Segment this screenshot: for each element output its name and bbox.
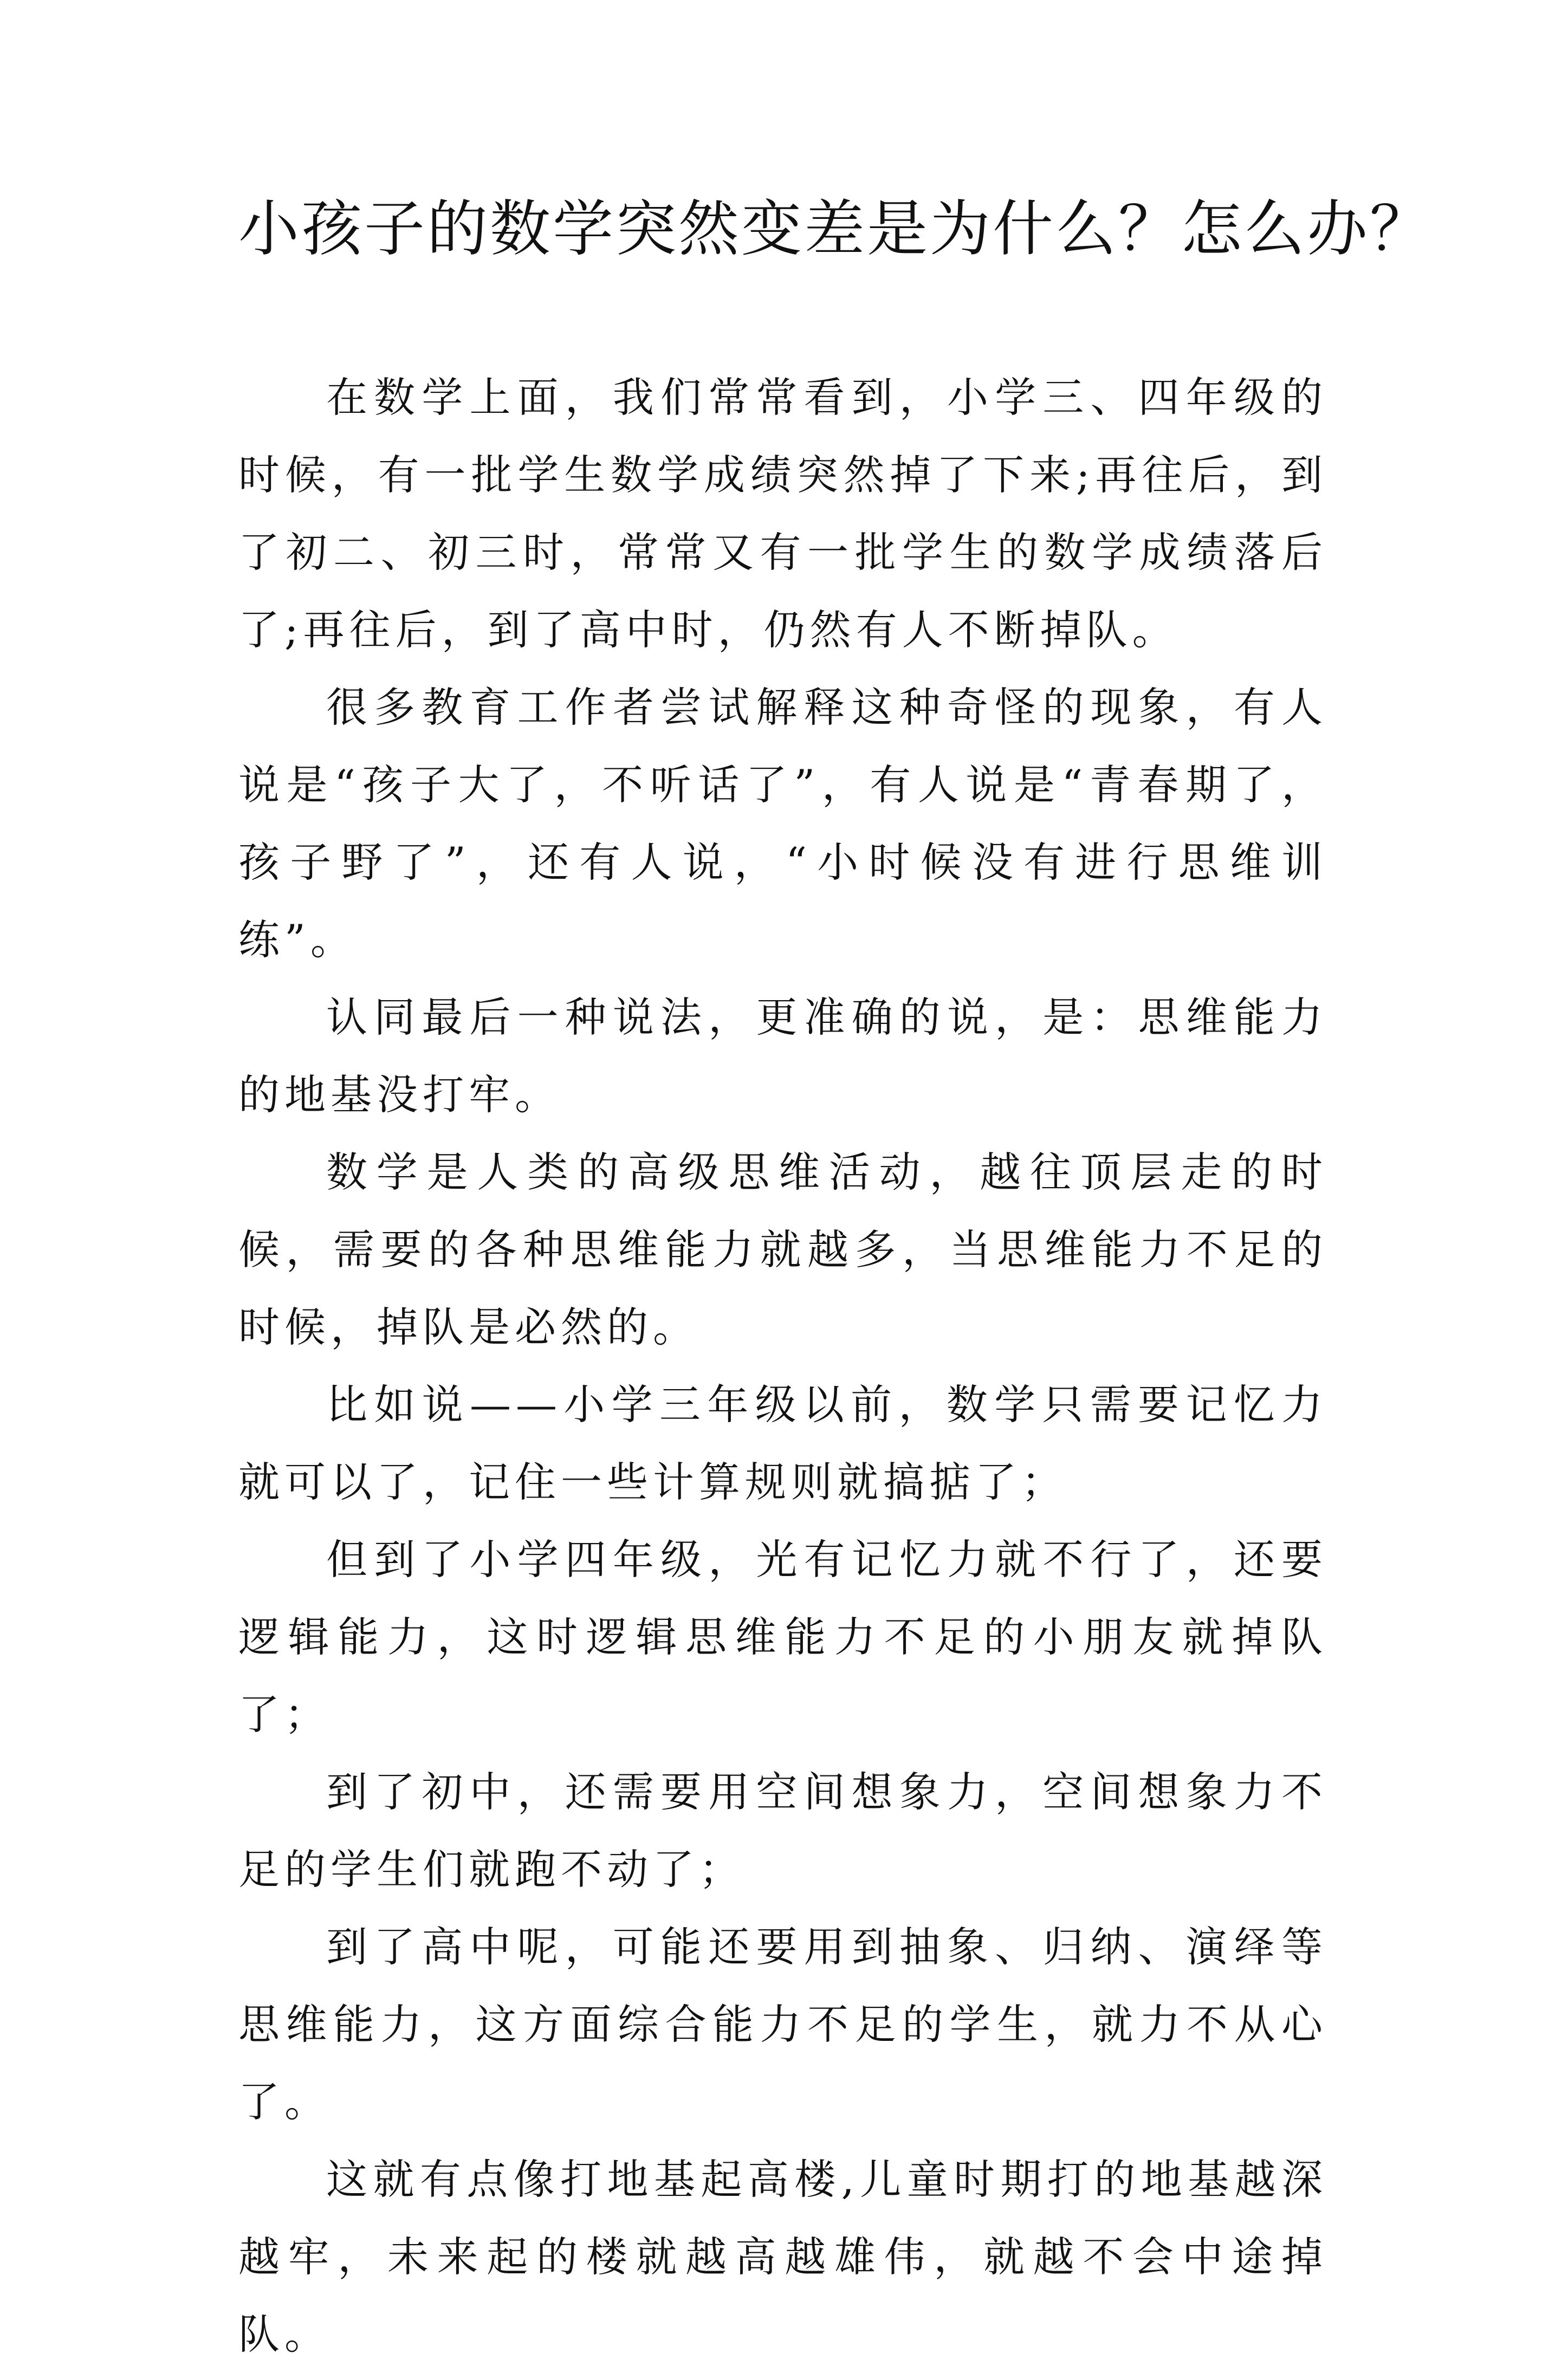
paragraph-9: 这就有点像打地基起高楼,儿童时期打的地基越深越牢，未来起的楼就越高越雄伟，就越不会中途掉队。 xyxy=(238,2155,1327,2358)
paragraph-8: 到了高中呢，可能还要用到抽象、归纳、演绎等思维能力，这方面综合能力不足的学生，就力不从心了。 xyxy=(238,1923,1327,2126)
paragraph-6: 但到了小学四年级，光有记忆力就不行了，还要逻辑能力，这时逻辑思维能力不足的小朋友就掉队了； xyxy=(238,1535,1327,1739)
document-title: 小孩子的数学突然变差是为什么？怎么办？ xyxy=(238,194,1433,264)
paragraph-7: 到了初中，还需要用空间想象力，空间想象力不足的学生们就跑不动了； xyxy=(238,1768,1327,1894)
paragraph-2: 很多教育工作者尝试解释这种奇怪的现象，有人说是“孩子大了，不听话了”，有人说是“青春期了，孩子野了”，还有人说，“小时候没有进行思维训练”。 xyxy=(238,683,1327,964)
paragraph-5: 比如说——小学三年级以前，数学只需要记忆力就可以了，记住一些计算规则就搞掂了； xyxy=(238,1380,1327,1506)
paragraph-4: 数学是人类的高级思维活动，越往顶层走的时候，需要的各种思维能力就越多，当思维能力不足的时候，掉队是必然的。 xyxy=(238,1148,1327,1351)
paragraph-1: 在数学上面，我们常常看到，小学三、四年级的时候，有一批学生数学成绩突然掉了下来;再往后，到了初二、初三时，常常又有一批学生的数学成绩落后了;再往后，到了高中时，仍然有人不断掉队。 xyxy=(238,373,1327,654)
paragraph-3: 认同最后一种说法，更准确的说，是：思维能力的地基没打牢。 xyxy=(238,993,1327,1119)
document-body xyxy=(238,359,1327,2373)
